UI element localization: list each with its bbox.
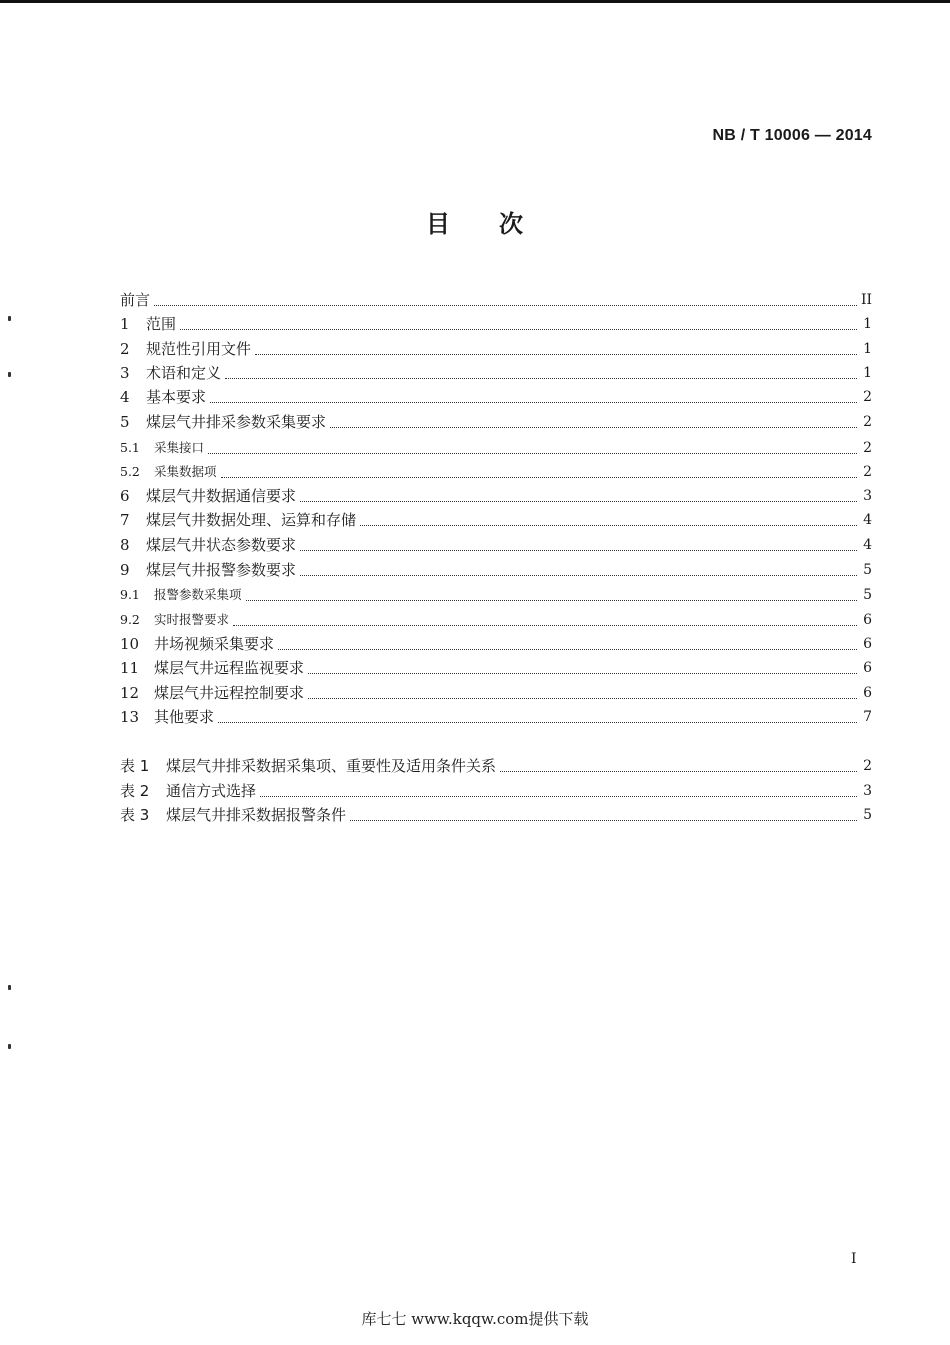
toc-entry-label: 煤层气井远程监视要求 — [154, 659, 305, 677]
toc-table-entry[interactable] — [120, 803, 872, 825]
toc-entry-page: 6 — [863, 660, 872, 676]
toc-table-entry[interactable] — [120, 754, 872, 776]
toc-entry-page: 4 — [863, 512, 872, 528]
toc-entry-label: 基本要求 — [146, 388, 207, 406]
toc-entry-label: 煤层气井状态参数要求 — [146, 536, 297, 554]
toc-subentry[interactable] — [120, 608, 872, 630]
toc-entry-label: 煤层气井远程控制要求 — [154, 684, 305, 702]
toc-entry[interactable] — [120, 385, 872, 407]
toc-leader-dots — [255, 354, 857, 355]
toc-entry[interactable] — [120, 533, 872, 555]
toc-entry[interactable] — [120, 337, 872, 359]
top-border-line — [0, 0, 950, 3]
toc-entry-label: 实时报警要求 — [154, 612, 230, 627]
toc-leader-dots — [278, 649, 857, 650]
toc-entry-label: 井场视频采集要求 — [154, 635, 275, 653]
toc-entry-label: 报警参数采集项 — [154, 587, 242, 602]
page-title — [0, 204, 950, 239]
toc-leader-dots — [218, 722, 857, 723]
toc-leader-dots — [300, 575, 857, 576]
toc-entry[interactable] — [120, 410, 872, 432]
toc-subentry[interactable] — [120, 436, 872, 458]
toc-leader-dots — [308, 673, 857, 674]
toc-subentry[interactable] — [120, 460, 872, 482]
toc-entry-label: 范围 — [146, 315, 177, 333]
toc-entry[interactable] — [120, 312, 872, 334]
toc-leader-dots — [350, 820, 857, 821]
toc-table-page: 5 — [863, 807, 872, 823]
toc-table-number: 表 2 — [120, 782, 150, 800]
toc-entry-label: 煤层气井排采参数采集要求 — [146, 413, 327, 431]
toc-entry[interactable] — [120, 705, 872, 727]
toc-entry-page: 6 — [863, 612, 872, 628]
toc-entry[interactable] — [120, 558, 872, 580]
toc-entry-number: 5.1 — [120, 440, 140, 455]
toc-entry-label: 前言 — [120, 291, 151, 309]
toc-entry-number: 9 — [120, 561, 130, 579]
toc-leader-dots — [246, 600, 857, 601]
toc-entry-number: 5 — [120, 413, 130, 431]
toc-leader-dots — [180, 329, 857, 330]
toc-entry-number: 13 — [120, 708, 140, 726]
scan-mark — [8, 372, 11, 377]
toc-entry-page: 2 — [863, 464, 872, 480]
toc-entry-number: 10 — [120, 635, 140, 653]
toc-table-label: 通信方式选择 — [166, 782, 257, 800]
toc-entry-number: 4 — [120, 388, 130, 406]
toc-entry-number: 7 — [120, 511, 130, 529]
toc-table-page: 2 — [863, 758, 872, 774]
toc-entry-page: 6 — [863, 636, 872, 652]
toc-leader-dots — [225, 378, 857, 379]
toc-entry[interactable] — [120, 484, 872, 506]
toc-entry-foreword[interactable] — [120, 288, 872, 310]
toc-entry-number: 2 — [120, 340, 130, 358]
toc-entry-number: 11 — [120, 659, 140, 677]
toc-entry-page: II — [860, 292, 872, 308]
toc-table-number: 表 1 — [120, 757, 150, 775]
toc-entry-label: 煤层气井数据处理、运算和存储 — [146, 511, 357, 529]
toc-entry-label: 其他要求 — [154, 708, 215, 726]
toc-entry-label: 采集数据项 — [154, 464, 217, 479]
toc-leader-dots — [330, 427, 857, 428]
toc-entry-page: 1 — [863, 365, 872, 381]
toc-entry-number: 5.2 — [120, 464, 140, 479]
toc-entry-label: 规范性引用文件 — [146, 340, 252, 358]
toc-entry-label: 术语和定义 — [146, 364, 222, 382]
toc-leader-dots — [308, 698, 857, 699]
toc-entry-label: 煤层气井数据通信要求 — [146, 487, 297, 505]
toc-table-label: 煤层气井排采数据报警条件 — [166, 806, 347, 824]
toc-entry-number: 6 — [120, 487, 130, 505]
toc-entry-page: 6 — [863, 685, 872, 701]
toc-entry[interactable] — [120, 656, 872, 678]
toc-entry-number: 3 — [120, 364, 130, 382]
toc-entry-page: 2 — [863, 389, 872, 405]
toc-leader-dots — [154, 305, 857, 306]
toc-leader-dots — [221, 477, 857, 478]
toc-entry-page: 3 — [863, 488, 872, 504]
toc-entry-page: 7 — [863, 709, 872, 725]
toc-entry-label: 采集接口 — [154, 440, 205, 455]
toc-leader-dots — [360, 525, 857, 526]
toc-entry[interactable] — [120, 681, 872, 703]
toc-entry-page: 5 — [863, 587, 872, 603]
toc-entry-number: 1 — [120, 315, 130, 333]
toc-entry-number: 9.1 — [120, 587, 140, 602]
toc-entry-number: 9.2 — [120, 612, 140, 627]
toc-entry-page: 4 — [863, 537, 872, 553]
standard-number: NB / T 10006 — 2014 — [712, 127, 872, 144]
toc-leader-dots — [300, 550, 857, 551]
toc-entry-number: 12 — [120, 684, 140, 702]
toc-leader-dots — [260, 796, 857, 797]
title-part-1: 目 — [426, 210, 451, 238]
footer-download-note: 库七七 www.kqqw.com提供下载 — [361, 1310, 589, 1328]
page-number: I — [851, 1251, 857, 1267]
scan-mark — [8, 985, 11, 990]
toc-table-page: 3 — [863, 783, 872, 799]
toc-entry-page: 5 — [863, 562, 872, 578]
toc-entry-number: 8 — [120, 536, 130, 554]
scan-mark — [8, 316, 11, 321]
toc-subentry[interactable] — [120, 583, 872, 605]
toc-table-entry[interactable] — [120, 779, 872, 801]
toc-entry[interactable] — [120, 632, 872, 654]
toc-table-label: 煤层气井排采数据采集项、重要性及适用条件关系 — [166, 757, 497, 775]
toc-entry-page: 1 — [863, 341, 872, 357]
toc-leader-dots — [233, 625, 857, 626]
toc-leader-dots — [210, 402, 857, 403]
toc-leader-dots — [500, 771, 857, 772]
toc-entry-page: 2 — [863, 414, 872, 430]
toc-entry[interactable] — [120, 361, 872, 383]
toc-leader-dots — [300, 501, 857, 502]
toc-table-number: 表 3 — [120, 806, 150, 824]
toc-entry-label: 煤层气井报警参数要求 — [146, 561, 297, 579]
scan-mark — [8, 1044, 11, 1049]
toc-entry[interactable] — [120, 508, 872, 530]
toc-leader-dots — [208, 453, 857, 454]
toc-entry-page: 1 — [863, 316, 872, 332]
toc-entry-page: 2 — [863, 440, 872, 456]
title-part-2: 次 — [499, 210, 524, 238]
